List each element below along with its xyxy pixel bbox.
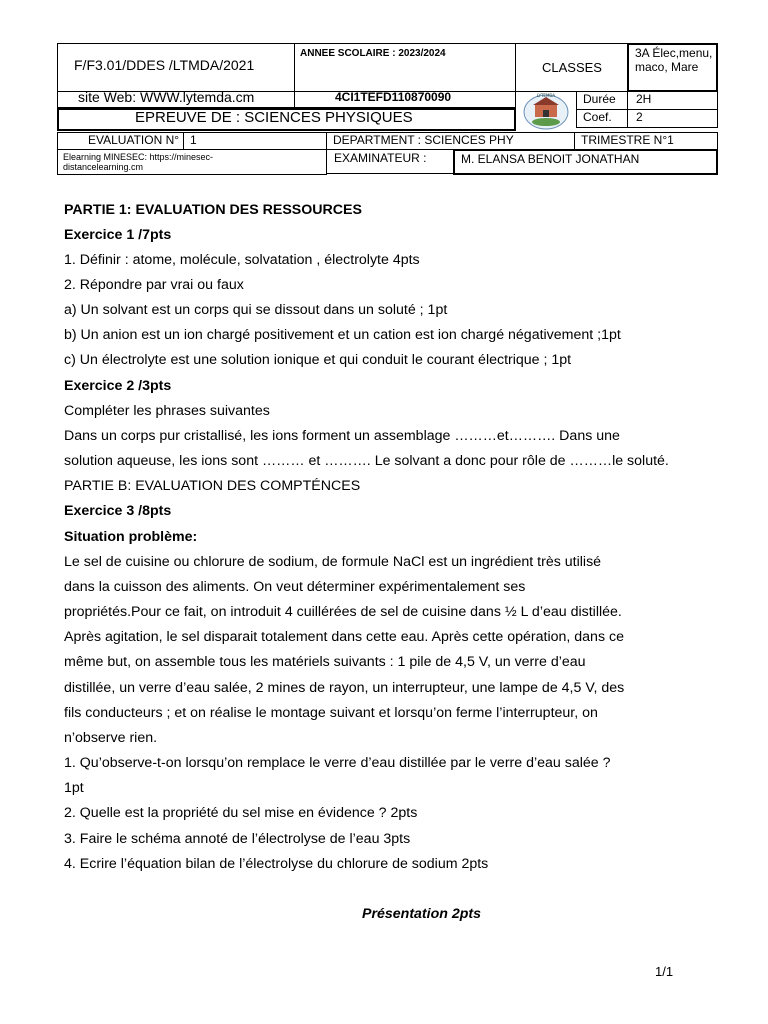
duree-label: Durée xyxy=(583,92,616,106)
examinateur-value: M. ELANSA BENOIT JONATHAN xyxy=(461,152,640,166)
situation-line-5: même but, on assemble tous les matériels suivants : 1 pile de 4,5 V, un verre d’eau xyxy=(64,654,586,670)
classes-label: CLASSES xyxy=(542,60,602,75)
duree-label-cell xyxy=(576,91,628,110)
exercice-3-question-2: 2. Quelle est la propriété du sel mise en évidence ? 2pts xyxy=(64,805,418,821)
exercice-3-question-1: 1. Qu’observe-t-on lorsqu’on remplace le verre d’eau distillée par le verre d’eau salée ? xyxy=(64,755,611,771)
exercice-1-item-a: a) Un solvant est un corps qui se dissout dans un soluté ; 1pt xyxy=(64,302,448,318)
duree-value-cell xyxy=(627,91,718,110)
evaluation-value: 1 xyxy=(190,133,197,147)
school-logo-icon xyxy=(521,91,571,133)
exercice-2-instruction: Compléter les phrases suivantes xyxy=(64,403,270,419)
annee-cell xyxy=(294,43,516,92)
annee-scolaire: ANNEE SCOLAIRE : 2023/2024 xyxy=(300,48,446,59)
partie-1-heading: PARTIE 1: EVALUATION DES RESSOURCES xyxy=(64,202,362,218)
situation-line-6: distillée, un verre d’eau salée, 2 mines de rayon, un interrupteur, une lampe de 4,5 V, des xyxy=(64,680,625,696)
classes-value: 3A Élec,menu, maco, Mare xyxy=(635,46,713,74)
situation-probleme-heading: Situation problème: xyxy=(64,529,198,545)
doc-code-cell xyxy=(294,91,516,108)
situation-line-7: fils conducteurs ; et on réalise le montage suivant et lorsqu’on ferme l’interrupteur, on xyxy=(64,705,598,721)
coef-label-cell xyxy=(576,109,628,128)
exercice-2-heading: Exercice 2 /3pts xyxy=(64,378,172,394)
elearning-cell xyxy=(57,149,327,175)
department: DEPARTMENT : SCIENCES PHY xyxy=(333,133,514,147)
trimestre: TRIMESTRE N°1 xyxy=(581,133,674,147)
exercice-1-question-1: 1. Définir : atome, molécule, solvatation , électrolyte 4pts xyxy=(64,252,420,268)
trimestre-cell xyxy=(574,132,718,150)
doc-code: 4CI1TEFD110870090 xyxy=(335,90,452,104)
epreuve-cell xyxy=(57,108,516,131)
elearning-text: Elearning MINESEC: https://minesec-distancelearning.cm xyxy=(63,152,214,172)
exercice-1-item-c: c) Un électrolyte est une solution ionique et qui conduit le courant électrique ; 1pt xyxy=(64,352,572,368)
situation-line-3: propriétés.Pour ce fait, on introduit 4 cuillérées de sel de cuisine dans ½ L d’eau distillée. xyxy=(64,604,622,620)
evaluation-label: EVALUATION N° xyxy=(88,133,180,147)
partie-b-heading: PARTIE B: EVALUATION DES COMPTÉNCES xyxy=(64,478,361,494)
coef-value: 2 xyxy=(636,110,643,124)
classes-label-cell xyxy=(515,43,628,92)
examinateur-value-cell xyxy=(453,149,718,175)
svg-text:LYTEMDA: LYTEMDA xyxy=(536,93,556,98)
exercice-1-item-b: b) Un anion est un ion chargé positivement et un cation est ion chargé négativement ;1pt xyxy=(64,327,621,343)
situation-line-2: dans la cuisson des aliments. On veut déterminer expérimentalement ses xyxy=(64,579,526,595)
classes-value-cell xyxy=(627,43,718,92)
presentation-points: Présentation 2pts xyxy=(362,906,482,922)
exercice-3-question-3: 3. Faire le schéma annoté de l’électrolyse de l’eau 3pts xyxy=(64,831,411,847)
site-web-cell xyxy=(57,91,295,108)
site-web: site Web: WWW.lytemda.cm xyxy=(78,89,255,105)
coef-value-cell xyxy=(627,109,718,128)
examinateur-label-cell xyxy=(326,149,454,174)
exercice-1-question-2: 2. Répondre par vrai ou faux xyxy=(64,277,244,293)
situation-line-8: n’observe rien. xyxy=(64,730,158,746)
exercice-3-question-1-points: 1pt xyxy=(64,780,84,796)
evaluation-value-cell xyxy=(183,132,327,150)
department-cell xyxy=(326,132,575,150)
situation-line-1: Le sel de cuisine ou chlorure de sodium, de formule NaCl est un ingrédient très utilisé xyxy=(64,554,602,570)
situation-line-4: Après agitation, le sel disparait totalement dans cette eau. Après cette opération, dans ce xyxy=(64,629,624,645)
ref-code: F/F3.01/DDES /LTMDA/2021 xyxy=(74,57,255,73)
duree-value: 2H xyxy=(636,92,652,106)
exercice-2-text-line-1: Dans un corps pur cristallisé, les ions forment un assemblage ………et………. Dans une xyxy=(64,428,620,444)
coef-label: Coef. xyxy=(583,110,612,124)
examinateur-label: EXAMINATEUR : xyxy=(334,151,427,165)
exercice-1-heading: Exercice 1 /7pts xyxy=(64,227,172,243)
ref-code-cell xyxy=(57,43,295,92)
page-number: 1/1 xyxy=(655,964,674,979)
exercice-3-heading: Exercice 3 /8pts xyxy=(64,503,172,519)
epreuve-title: EPREUVE DE : SCIENCES PHYSIQUES xyxy=(135,109,413,126)
exercice-2-text-line-2: solution aqueuse, les ions sont ……… et ………. Le solvant a donc pour rôle de ………le soluté. xyxy=(64,453,669,469)
evaluation-label-cell xyxy=(57,132,184,150)
exercice-3-question-4: 4. Ecrire l’équation bilan de l’électrolyse du chlorure de sodium 2pts xyxy=(64,856,489,872)
